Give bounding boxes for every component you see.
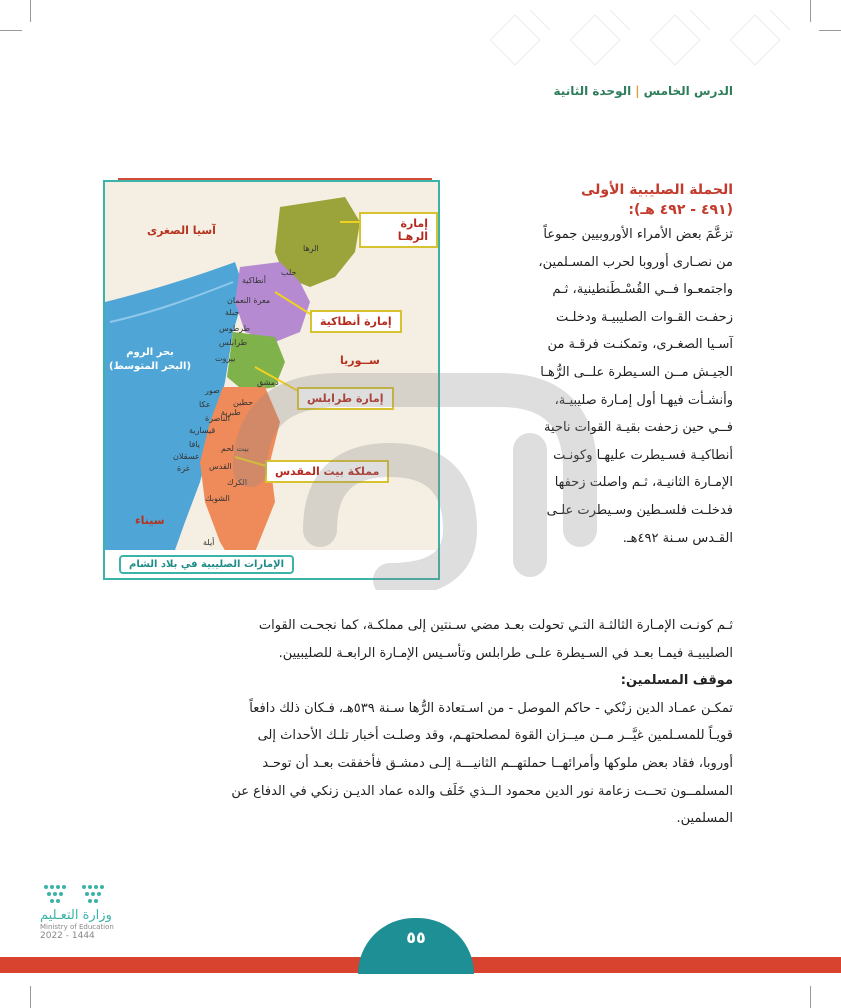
section-dates: (٤٩١ - ٤٩٢ هـ): (628, 202, 733, 218)
city-label: دمشق (257, 378, 279, 387)
city-label: القدس (209, 462, 232, 471)
sea-name: بحر الروم (126, 347, 174, 358)
text-line: زحفـت القـوات الصليبيـة ودخلـت (555, 309, 733, 325)
region-asia-minor: آسيا الصغرى (147, 224, 216, 237)
lesson-label: الدرس الخامس (643, 84, 733, 98)
text-line: فدخلـت فلسـطين وسـيطرت علـى (546, 502, 733, 518)
city-label: طرابلس (219, 338, 248, 347)
crop-mark (30, 986, 31, 1008)
city-label: جبلة (225, 308, 240, 317)
unit-label: الوحدة الثانية (553, 84, 632, 98)
page-header (554, 84, 733, 98)
city-label: عكا (199, 400, 211, 409)
text-line: المسلمــون تحــت زعامة نور الدين محمود الــذي خَلَف والده عماد الديـن زنكي في الدفاع عن (231, 783, 733, 799)
section-title: الحملة الصليبية الأولى (580, 182, 733, 198)
label-tripoli: إمارة طرابلس (297, 387, 394, 410)
region-sea (105, 346, 195, 374)
city-label: الناصرة (205, 414, 230, 423)
page-number: ٥٥ (358, 918, 474, 974)
sea-subname: (البحر المتوسط) (108, 361, 192, 372)
city-label: بيروت (215, 354, 236, 363)
city-label: أيلة (203, 538, 215, 547)
crop-mark (30, 0, 31, 22)
ministry-name-ar: وزارة التعـليم (40, 908, 112, 923)
text-line: الجيـش مــن السـيطرة علــى الرُّهـا (540, 364, 733, 380)
text-line: القـدس سـنة ٤٩٢هـ. (622, 530, 733, 546)
city-label: قيسارية (189, 426, 216, 435)
text-line: تمكـن عمـاد الدين زنْكي - حاكم الموصل - من اسـتعادة الرُّها سـنة ٥٣٩هـ، فـكان ذلك دافعاً (249, 700, 733, 716)
label-jerusalem: مملكة بيت المقدس (265, 460, 389, 483)
city-label: يافا (189, 440, 200, 449)
continuation-paragraph (113, 612, 733, 833)
ministry-name-en: Ministry of Education (40, 923, 114, 931)
city-label: الرها (303, 244, 319, 253)
crop-mark (810, 986, 811, 1008)
text-line: ثـم كونـت الإمـارة الثالثـة التـي تحولت بعـد مضي سـنتين إلى مملكـة، كما نجحـت القوات (258, 618, 733, 633)
text-line: تزعَّمَ بعض الأمراء الأوروبيين جموعاً (543, 227, 733, 242)
crop-mark (0, 30, 22, 31)
city-label: معرة النعمان (227, 296, 271, 305)
text-line: المسلمين. (676, 811, 733, 827)
city-label: حطين (233, 398, 254, 407)
city-label: طرطوس (219, 324, 251, 333)
crusader-states-map (103, 180, 440, 580)
text-line: من نصـارى أوروبا لحرب المسـلمين، (538, 254, 733, 270)
text-line: آسـيا الصغـرى، وتمكنـت فرقـة من (547, 337, 733, 353)
section-title-block (581, 180, 733, 220)
city-label: أنطاكية (242, 276, 266, 285)
region-sinai: سيناء (135, 514, 165, 527)
text-line: فــي حين زحفت بقيـة القوات ناحية (544, 420, 733, 436)
header-separator: | (635, 84, 640, 98)
muslims-title: موقف المسلمين: (620, 673, 733, 689)
map-caption-area (105, 550, 438, 578)
city-label: عسقلان (173, 452, 200, 461)
city-label: الكرك (227, 478, 248, 487)
label-edessa: إمارة الرهـا (359, 212, 438, 248)
city-label: صور (205, 386, 220, 395)
side-paragraph (489, 221, 733, 552)
decorative-pattern (470, 0, 841, 90)
city-label: بيت لحم (221, 444, 249, 453)
ministry-dots-icon (40, 882, 120, 904)
city-label: حلب (281, 268, 297, 277)
text-line: وأنشـأت فيهـا أول إمـارة صليبيـة، (554, 392, 733, 408)
label-antioch: إمارة أنطاكية (310, 310, 402, 333)
text-line: قويـاً للمسـلمين غيَّــر مــن ميــزان القوة لمصلحتهـم، وقد وصلـت أخبار تلـك الأحداث إلى (257, 728, 733, 744)
city-label: الشوبك (205, 494, 230, 503)
text-line: الصليبيـة فيمـا بعـد في السـيطرة علـى طرابلس وتأسـيس الإمـارة الرابعـة للصليبيين. (278, 645, 733, 661)
ministry-logo (40, 882, 160, 941)
edition-year: 2022 - 1444 (40, 931, 95, 941)
city-label: طبرية (221, 408, 241, 417)
text-line: أنطاكيـة فسـيطرت عليهـا وكونـت (553, 447, 733, 463)
region-syria: ســوريا (340, 354, 380, 367)
text-line: الإمـارة الثانيـة، ثـم واصلت زحفها (554, 475, 733, 491)
text-line: واجتمعـوا فــي القُسْـطَنطينية، ثـم (552, 282, 733, 298)
text-line: أوروبا، فقاد بعض ملوكها وأمرائهــا حملتهــم الثانيـــة إلـى دمشـق فأخفقت بعـد أن توحـد (262, 755, 733, 771)
city-label: غزة (177, 464, 190, 473)
map-caption: الإمارات الصليبية في بلاد الشام (119, 555, 294, 574)
